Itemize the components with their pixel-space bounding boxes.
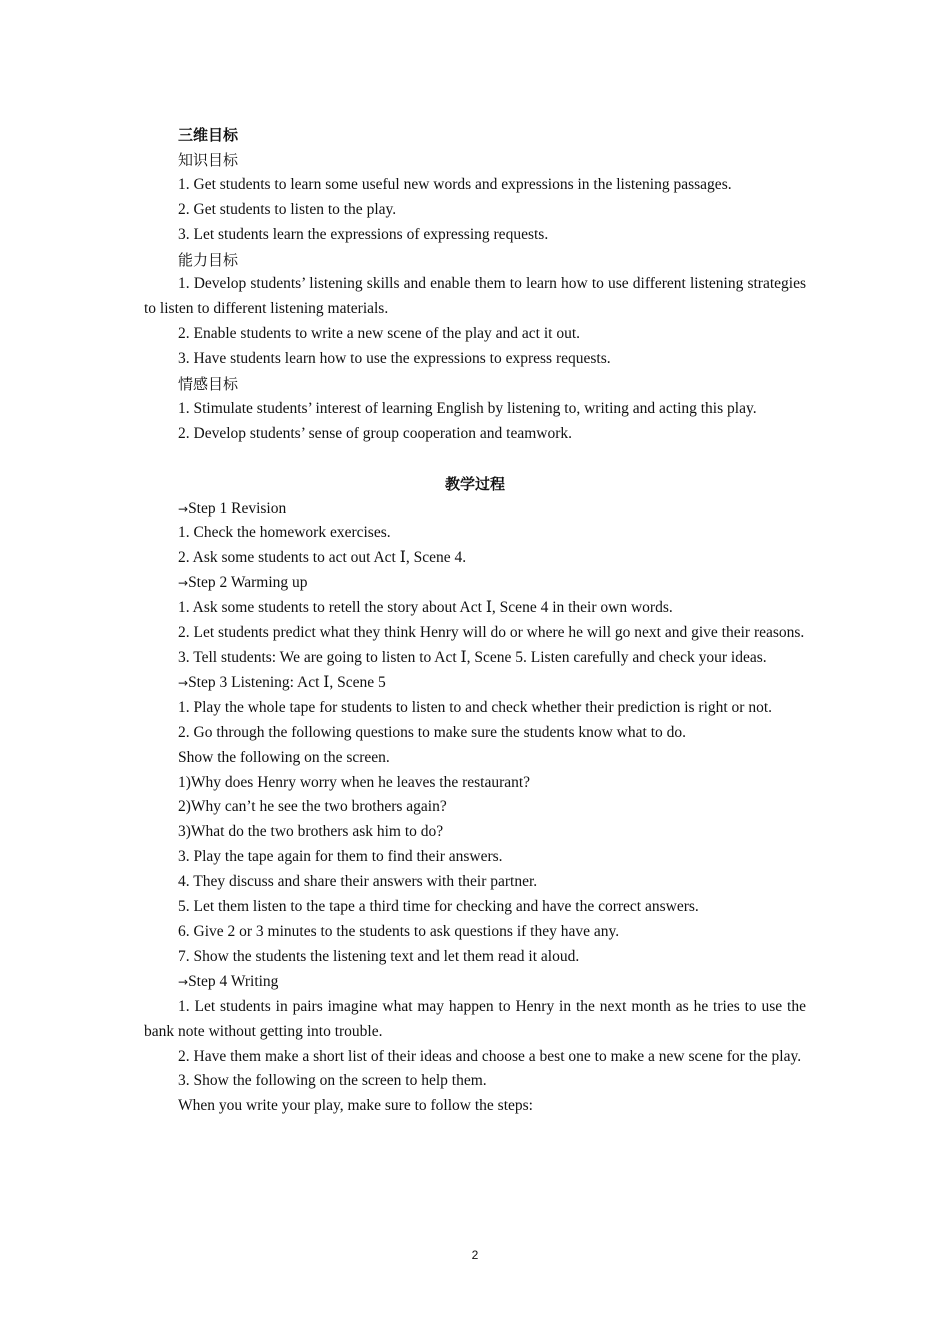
arrow-icon: →	[178, 576, 189, 591]
paragraph: 2. Get students to listen to the play.	[178, 200, 397, 218]
paragraph: 3. Let students learn the expressions of expressing requests.	[178, 225, 549, 243]
step-label: Step 2 Warming up	[188, 574, 308, 592]
paragraph: 4. They discuss and share their answers with their partner.	[178, 873, 538, 891]
paragraph: 2. Enable students to write a new scene of the play and act it out.	[178, 325, 581, 343]
paragraph: 1. Play the whole tape for students to listen to and check whether their prediction is right or not.	[178, 698, 773, 716]
ability-heading: 能力目标	[178, 250, 239, 269]
paragraph: When you write your play, make sure to follow the steps:	[178, 1097, 533, 1115]
step-label: Step 3 Listening: Act Ⅰ, Scene 5	[188, 673, 386, 691]
paragraph: 2. Let students predict what they think Henry will do or where he will go next and give their reasons.	[178, 624, 805, 642]
step-label: Step 4 Writing	[188, 972, 279, 990]
step-heading	[144, 571, 806, 596]
step-heading	[144, 497, 806, 522]
paragraph: 3. Tell students: We are going to listen to Act Ⅰ, Scene 5. Listen carefully and check your ideas.	[178, 649, 767, 667]
spacer	[144, 447, 806, 472]
objectives-title: 三维目标	[178, 126, 239, 144]
question: 1)Why does Henry worry when he leaves the restaurant?	[178, 773, 531, 791]
step-heading	[144, 970, 806, 995]
question: 3)What do the two brothers ask him to do?	[178, 823, 444, 841]
arrow-icon: →	[178, 675, 189, 690]
paragraph: 1. Let students in pairs imagine what may happen to Henry in the next month as he tries to use the bank note without getting into trouble.	[144, 997, 806, 1040]
question: 2)Why can’t he see the two brothers again?	[178, 798, 447, 816]
process-title: 教学过程	[444, 474, 505, 493]
paragraph: 3. Play the tape again for them to find their answers.	[178, 848, 503, 866]
paragraph: 1. Get students to learn some useful new words and expressions in the listening passages.	[178, 175, 732, 193]
paragraph: 6. Give 2 or 3 minutes to the students to ask questions if they have any.	[178, 922, 620, 940]
paragraph: 1. Develop students’ listening skills and enable them to learn how to use different listening strategies to listen to different listening materials.	[144, 275, 806, 318]
knowledge-heading: 知识目标	[178, 150, 239, 169]
paragraph: 2. Develop students’ sense of group cooperation and teamwork.	[178, 424, 572, 442]
step-heading	[144, 671, 806, 696]
arrow-icon: →	[178, 974, 189, 989]
paragraph: 2. Have them make a short list of their ideas and choose a best one to make a new scene for the play.	[178, 1047, 802, 1065]
emotion-heading: 情感目标	[178, 375, 239, 394]
paragraph: 7. Show the students the listening text and let them read it aloud.	[178, 947, 580, 965]
paragraph: 2. Go through the following questions to make sure the students know what to do.	[178, 723, 686, 741]
step-label: Step 1 Revision	[188, 499, 287, 517]
paragraph: 5. Let them listen to the tape a third time for checking and have the correct answers.	[178, 898, 699, 916]
arrow-icon: →	[178, 501, 189, 516]
paragraph: 1. Ask some students to retell the story about Act Ⅰ, Scene 4 in their own words.	[178, 599, 673, 617]
paragraph: 1. Check the homework exercises.	[178, 524, 391, 542]
paragraph: 2. Ask some students to act out Act Ⅰ, Scene 4.	[178, 549, 467, 567]
paragraph: 3. Show the following on the screen to help them.	[178, 1072, 487, 1090]
document-page	[144, 123, 806, 1119]
paragraph: Show the following on the screen.	[178, 748, 390, 766]
paragraph: 3. Have students learn how to use the expressions to express requests.	[178, 350, 611, 368]
paragraph: 1. Stimulate students’ interest of learning English by listening to, writing and acting this play.	[178, 399, 757, 417]
page-number: 2	[471, 1248, 479, 1262]
